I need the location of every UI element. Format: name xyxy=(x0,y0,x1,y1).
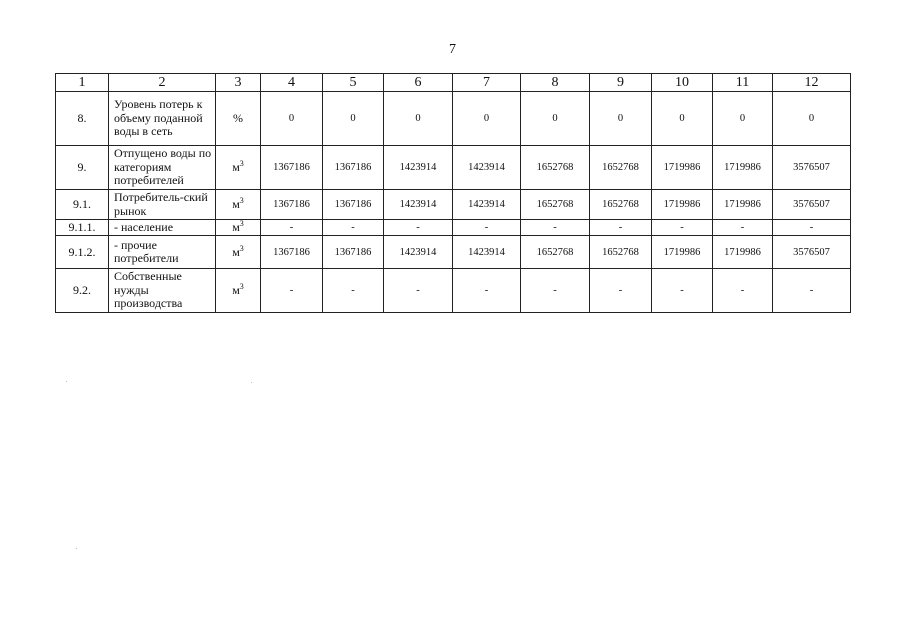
table-cell: 0 xyxy=(261,92,323,146)
column-header: 4 xyxy=(261,74,323,92)
row-number: 9. xyxy=(56,146,109,190)
table-cell: 0 xyxy=(773,92,851,146)
column-header: 10 xyxy=(652,74,713,92)
table-cell: - xyxy=(384,220,453,236)
table-cell: 0 xyxy=(323,92,384,146)
table-cell: 1719986 xyxy=(713,236,773,269)
table-row xyxy=(56,146,851,190)
table-cell: 1652768 xyxy=(521,146,590,190)
row-number: 9.2. xyxy=(56,269,109,313)
table-cell: 1719986 xyxy=(652,146,713,190)
table-cell: 3576507 xyxy=(773,190,851,220)
row-number: 8. xyxy=(56,92,109,146)
column-header: 9 xyxy=(590,74,652,92)
row-unit xyxy=(216,92,261,146)
row-number: 9.1.2. xyxy=(56,236,109,269)
table-cell: 1423914 xyxy=(453,236,521,269)
unit-base: м xyxy=(232,197,240,211)
table-cell: 1719986 xyxy=(652,236,713,269)
table-row xyxy=(56,220,851,236)
table-row xyxy=(56,92,851,146)
column-header: 12 xyxy=(773,74,851,92)
table-row xyxy=(56,190,851,220)
page-number: 7 xyxy=(449,42,456,57)
row-name: Уровень потерь к объему поданной воды в сеть xyxy=(109,92,216,146)
row-unit xyxy=(216,236,261,269)
unit-superscript: 3 xyxy=(239,219,244,228)
row-unit xyxy=(216,269,261,313)
unit-base: м xyxy=(232,220,240,234)
table-cell: 1423914 xyxy=(384,190,453,220)
table-cell: - xyxy=(521,269,590,313)
table-cell: 1719986 xyxy=(713,190,773,220)
unit-superscript: 3 xyxy=(239,196,244,205)
table-cell: 0 xyxy=(713,92,773,146)
table-row xyxy=(56,236,851,269)
table-cell: 1367186 xyxy=(323,190,384,220)
table-cell: - xyxy=(521,220,590,236)
column-header: 11 xyxy=(713,74,773,92)
table-cell: - xyxy=(261,269,323,313)
table-cell: 1367186 xyxy=(323,236,384,269)
table-cell: - xyxy=(590,220,652,236)
column-header: 7 xyxy=(453,74,521,92)
table-cell: 0 xyxy=(652,92,713,146)
table-cell: - xyxy=(323,220,384,236)
column-header: 1 xyxy=(56,74,109,92)
unit-base: % xyxy=(233,111,243,125)
table-cell: - xyxy=(713,220,773,236)
table-cell: 1719986 xyxy=(652,190,713,220)
scan-speck xyxy=(76,548,77,549)
unit-superscript: 3 xyxy=(239,243,244,253)
table-cell: 1423914 xyxy=(384,236,453,269)
table-cell: 3576507 xyxy=(773,236,851,269)
column-header: 2 xyxy=(109,74,216,92)
table-cell: - xyxy=(384,269,453,313)
table-cell: 1652768 xyxy=(590,190,652,220)
table-cell: 0 xyxy=(521,92,590,146)
table-header-row xyxy=(56,74,851,92)
unit-base: м xyxy=(232,283,240,297)
table-cell: 1652768 xyxy=(590,146,652,190)
unit-superscript: 3 xyxy=(239,282,244,291)
column-header: 6 xyxy=(384,74,453,92)
scan-speck xyxy=(251,382,252,383)
unit-base: м xyxy=(232,160,240,174)
table-cell: - xyxy=(261,220,323,236)
row-name: Потребитель-ский рынок xyxy=(109,190,216,220)
table-cell: - xyxy=(453,220,521,236)
unit-superscript: 3 xyxy=(239,159,244,168)
table-cell: 1652768 xyxy=(521,236,590,269)
table-row xyxy=(56,269,851,313)
column-header: 3 xyxy=(216,74,261,92)
row-number: 9.1.1. xyxy=(56,220,109,236)
table-cell: 1652768 xyxy=(521,190,590,220)
table-cell: 1652768 xyxy=(590,236,652,269)
table-cell: - xyxy=(713,269,773,313)
row-name: - население xyxy=(109,220,216,236)
row-number: 9.1. xyxy=(56,190,109,220)
table-cell: 1367186 xyxy=(261,236,323,269)
table-cell: - xyxy=(773,220,851,236)
table-cell: 1423914 xyxy=(384,146,453,190)
table-cell: 1423914 xyxy=(453,146,521,190)
table-cell: 0 xyxy=(384,92,453,146)
table-cell: - xyxy=(773,269,851,313)
table-cell: - xyxy=(453,269,521,313)
column-header: 8 xyxy=(521,74,590,92)
table-cell: 0 xyxy=(453,92,521,146)
table-cell: 1367186 xyxy=(261,146,323,190)
row-name: Собственные нужды производства xyxy=(109,269,216,313)
row-name: Отпущено воды по категориям потребителей xyxy=(109,146,216,190)
table-cell: - xyxy=(590,269,652,313)
table-cell: 1719986 xyxy=(713,146,773,190)
row-unit xyxy=(216,220,261,236)
table-cell: 1367186 xyxy=(323,146,384,190)
table-cell: - xyxy=(652,269,713,313)
row-unit xyxy=(216,146,261,190)
column-header: 5 xyxy=(323,74,384,92)
row-unit xyxy=(216,190,261,220)
indicators-table xyxy=(55,73,851,313)
scan-speck xyxy=(66,381,67,382)
row-name: - прочие потребители xyxy=(109,236,216,269)
table-cell: 1423914 xyxy=(453,190,521,220)
table-cell: - xyxy=(652,220,713,236)
table-cell: - xyxy=(323,269,384,313)
table-cell: 0 xyxy=(590,92,652,146)
table-cell: 3576507 xyxy=(773,146,851,190)
unit-base: м xyxy=(232,244,240,259)
table-cell: 1367186 xyxy=(261,190,323,220)
